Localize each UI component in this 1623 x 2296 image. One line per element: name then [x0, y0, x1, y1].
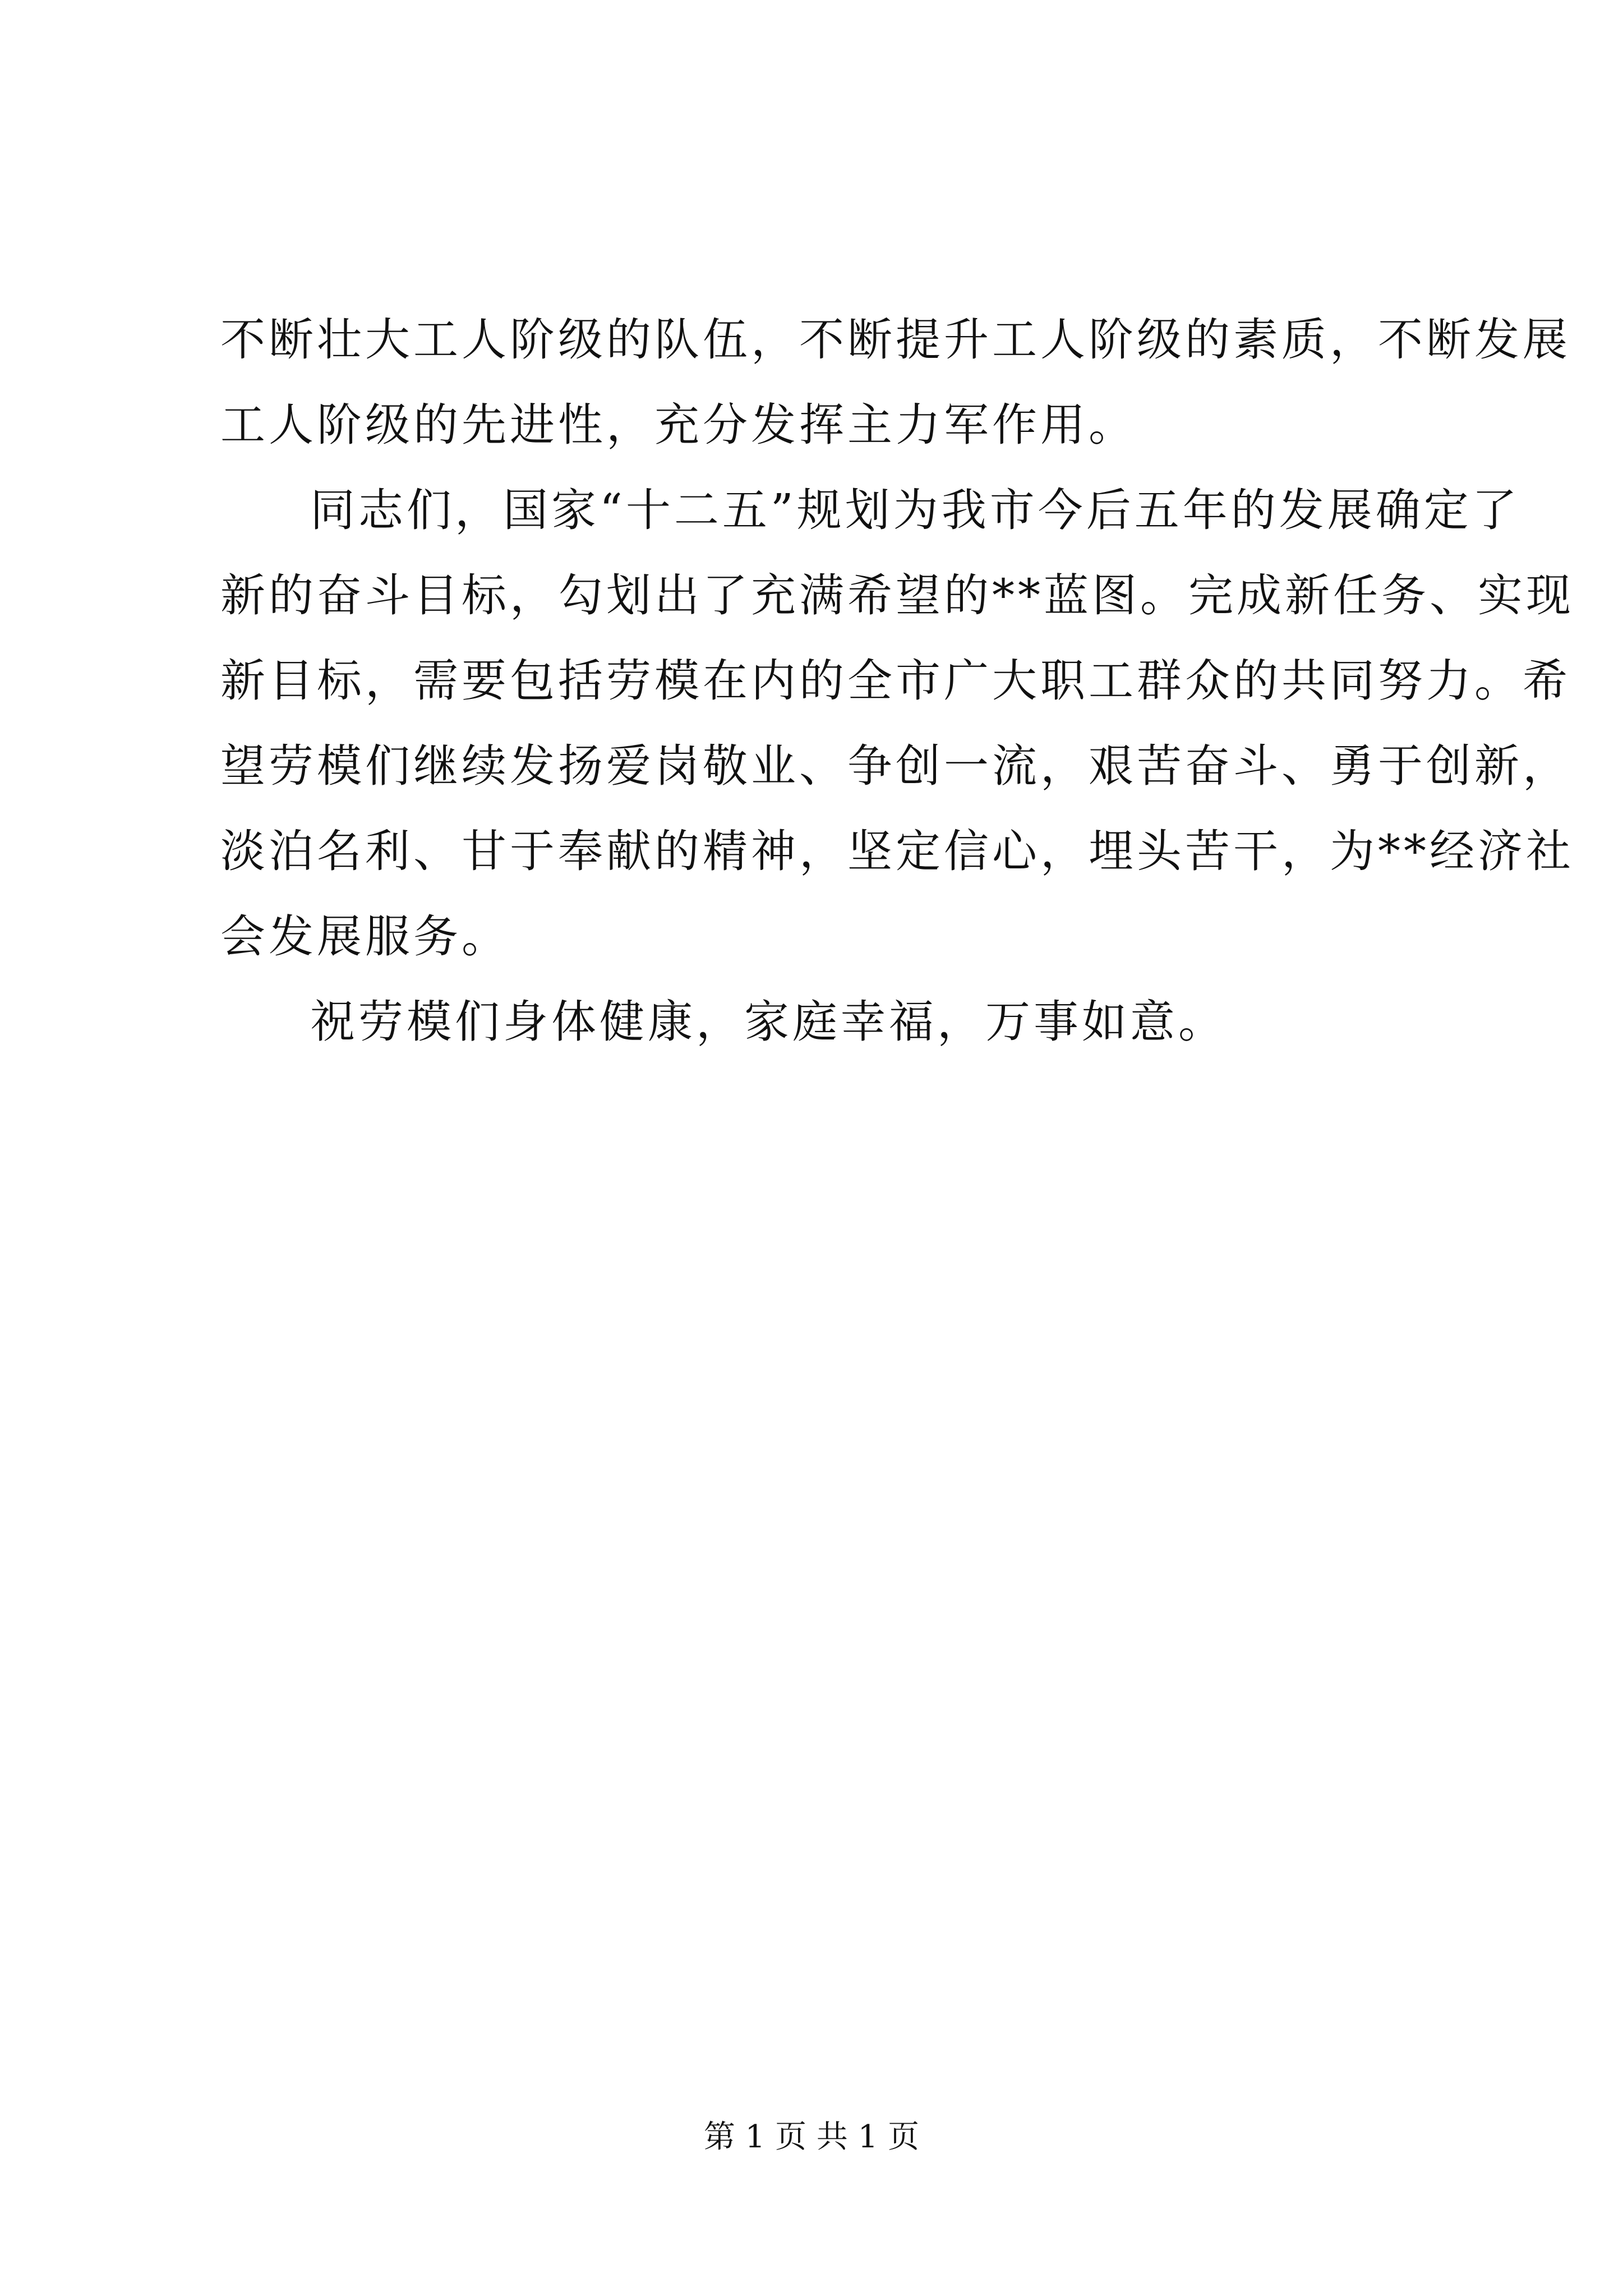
text-line: 工人阶级的先进性，充分发挥主力军作用。: [220, 399, 1137, 451]
text-line: 新的奋斗目标，勾划出了充满希望的**蓝图。完成新任务、实现: [220, 569, 1574, 622]
text-line: 望劳模们继续发扬爱岗敬业、争创一流，艰苦奋斗、勇于创新，: [220, 740, 1571, 792]
page-footer: [0, 2118, 1623, 2157]
text-line: 不断壮大工人阶级的队伍，不断提升工人阶级的素质，不断发展: [220, 314, 1571, 366]
text-line: 淡泊名利、甘于奉献的精神，坚定信心，埋头苦干，为**经济社: [220, 825, 1574, 877]
text-line: 会发展服务。: [220, 910, 510, 963]
paragraph-start-line: 同志们，国家“十二五”规划为我市今后五年的发展确定了: [310, 484, 1520, 536]
page-number-label: 第 1 页 共 1 页: [703, 2119, 920, 2155]
text-line: 新目标，需要包括劳模在内的全市广大职工群众的共同努力。希: [220, 655, 1571, 707]
document-body: [220, 297, 1574, 1065]
paragraph-start-line: 祝劳模们身体健康，家庭幸福，万事如意。: [310, 996, 1227, 1048]
